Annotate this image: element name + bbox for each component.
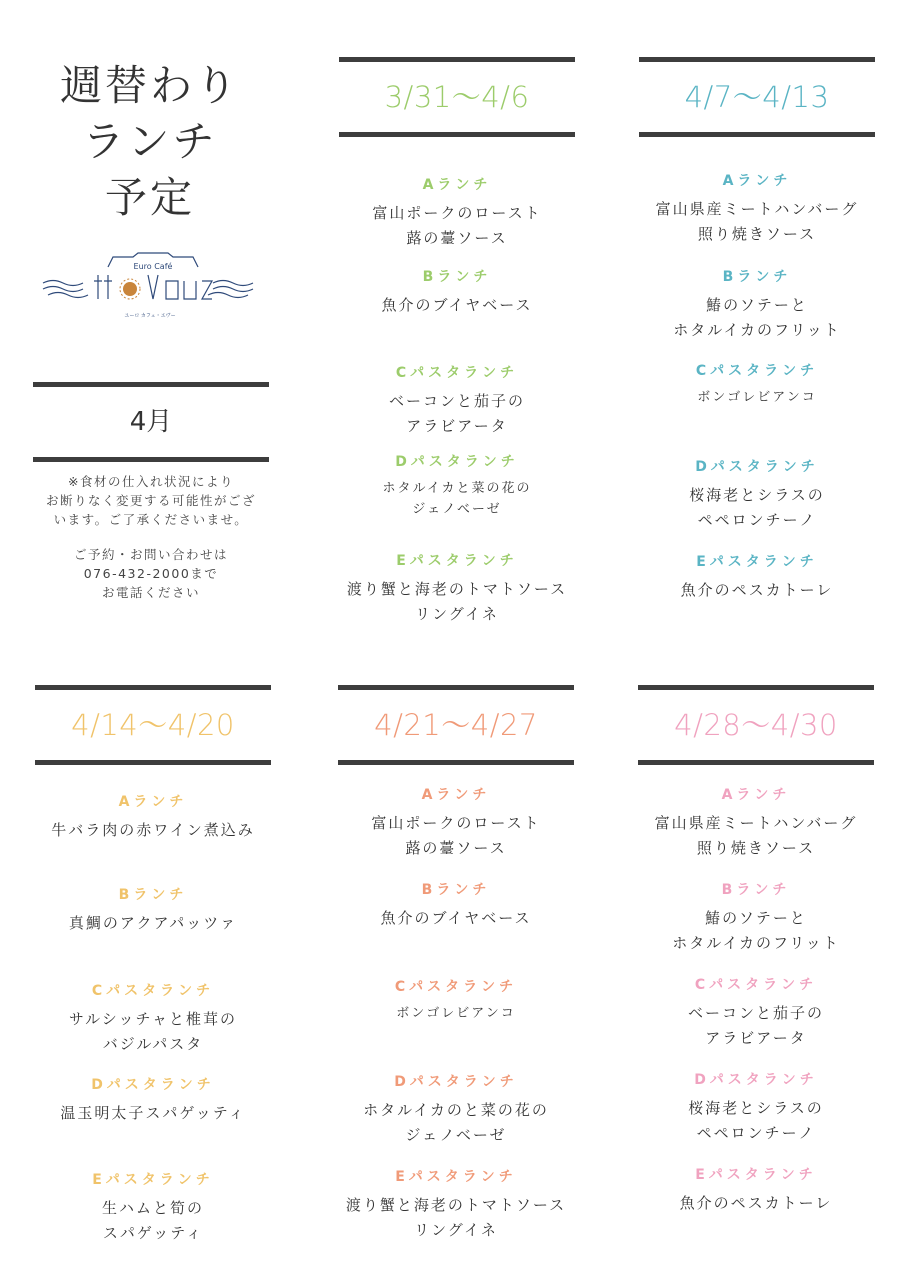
menu-item-name: ボンゴレビアンコ: [396, 1006, 516, 1021]
menu-item-name: 温玉明太子スパゲッティ: [60, 1104, 246, 1122]
menu-item: [339, 175, 575, 251]
menu-item: [638, 1070, 874, 1146]
menu-item-label: Cパスタランチ: [694, 977, 818, 993]
menu-item-name: ホタルイカと菜の花の ジェノベーゼ: [382, 481, 532, 517]
menu-item: [338, 1072, 574, 1148]
menu-item-name: ボンゴレビアンコ: [697, 390, 817, 405]
week-column: [35, 685, 271, 1285]
menu-item-label: Cパスタランチ: [394, 979, 518, 995]
menu-item-name: 富山ポークのロースト 蕗の薹ソース: [371, 814, 541, 857]
menu-item-name: ベーコンと茄子の アラビアータ: [388, 392, 525, 435]
menu-item-name: 富山県産ミートハンバーグ 照り焼きソース: [654, 814, 858, 857]
menu-item-name: 鰆のソテーと ホタルイカのフリット: [672, 909, 840, 952]
menu-item-label: Bランチ: [722, 269, 792, 285]
menu-item-label: Aランチ: [422, 177, 492, 193]
menu-item-name: 生ハムと筍の スパゲッティ: [101, 1199, 204, 1242]
week-date-range: 3/31～4/6: [384, 80, 530, 114]
menu-item-name: 桜海老とシラスの ペペロンチーノ: [689, 486, 825, 529]
week-date-range: 4/28～4/30: [674, 708, 838, 742]
menu-item: [638, 975, 874, 1051]
menu-item: [35, 1170, 271, 1246]
menu-item: [338, 880, 574, 931]
page-title: 週替わり ランチ 予定: [59, 61, 240, 222]
menu-item: [35, 1075, 271, 1126]
euro-cafe-et-vous-logo: [38, 245, 263, 325]
month-box: [33, 382, 269, 462]
week-column: [638, 685, 874, 1285]
menu-item-name: 魚介のブイヤベース: [380, 909, 532, 927]
menu-item-label: Aランチ: [721, 787, 791, 803]
menu-item-name: 魚介のペスカトーレ: [680, 581, 834, 599]
menu-item: [639, 267, 875, 343]
menu-item: [638, 785, 874, 861]
menu-item: [338, 785, 574, 861]
menu-item: [35, 981, 271, 1057]
menu-item-name: サルシッチャと椎茸の バジルパスタ: [68, 1010, 238, 1053]
menu-item: [639, 361, 875, 408]
menu-item-label: Dパスタランチ: [695, 459, 819, 475]
menu-item-label: Cパスタランチ: [91, 983, 215, 999]
menu-item-name: 鰆のソテーと ホタルイカのフリット: [673, 296, 841, 339]
menu-item: [638, 880, 874, 956]
menu-item: [639, 552, 875, 603]
menu-item-label: Dパスタランチ: [694, 1072, 818, 1088]
divider: [338, 760, 574, 765]
menu-item-name: 魚介のペスカトーレ: [679, 1194, 833, 1212]
menu-item-label: Eパスタランチ: [696, 554, 818, 570]
notice-contact: ご予約・お問い合わせは 076-432-2000まで お電話ください: [73, 547, 228, 600]
menu-item: [35, 885, 271, 936]
week-date-range: 4/14～4/20: [71, 708, 235, 742]
menu-item-label: Eパスタランチ: [695, 1167, 817, 1183]
divider: [638, 760, 874, 765]
week-column: [339, 57, 575, 657]
menu-item: [338, 977, 574, 1024]
divider: [339, 132, 575, 137]
menu-item: [339, 363, 575, 439]
menu-item: [639, 171, 875, 247]
menu-item-label: Eパスタランチ: [396, 553, 518, 569]
divider: [33, 457, 269, 462]
menu-item-name: 富山県産ミートハンバーグ 照り焼きソース: [655, 200, 859, 243]
menu-item-label: Aランチ: [118, 794, 188, 810]
menu-item-label: Bランチ: [422, 269, 492, 285]
notice-caveat: ※食材の仕入れ状況により お断りなく変更する可能性がござ います。ご了承くださいませ。: [45, 474, 256, 527]
menu-item-name: ホタルイカのと菜の花の ジェノベーゼ: [363, 1101, 549, 1144]
menu-item-label: Bランチ: [721, 882, 791, 898]
week-column: [639, 57, 875, 657]
month-label: 4月: [129, 407, 173, 437]
menu-item-label: Dパスタランチ: [394, 1074, 518, 1090]
menu-item-label: Cパスタランチ: [395, 365, 519, 381]
menu-item-label: Bランチ: [118, 887, 188, 903]
menu-item-name: 渡り蟹と海老のトマトソース リングイネ: [345, 1196, 567, 1239]
menu-item-name: 桜海老とシラスの ペペロンチーノ: [688, 1099, 824, 1142]
divider: [639, 132, 875, 137]
menu-item-label: Eパスタランチ: [395, 1169, 517, 1185]
menu-item-label: Aランチ: [722, 173, 792, 189]
week-date-range: 4/7～4/13: [684, 80, 830, 114]
menu-item-label: Aランチ: [421, 787, 491, 803]
svg-text:Euro Café: Euro Café: [133, 262, 173, 271]
week-column: [338, 685, 574, 1285]
menu-item: [339, 551, 575, 627]
divider: [35, 760, 271, 765]
svg-text:ユーロ カフェ・エヴー: ユーロ カフェ・エヴー: [124, 313, 176, 319]
menu-item: [339, 267, 575, 318]
menu-item-label: Dパスタランチ: [91, 1077, 215, 1093]
menu-item-label: Dパスタランチ: [395, 454, 519, 470]
menu-item: [339, 452, 575, 520]
menu-item: [638, 1165, 874, 1216]
menu-item-name: 渡り蟹と海老のトマトソース リングイネ: [346, 580, 568, 623]
menu-item: [338, 1167, 574, 1243]
menu-item-label: Cパスタランチ: [695, 363, 819, 379]
menu-item-name: 牛バラ肉の赤ワイン煮込み: [51, 821, 255, 839]
menu-item-label: Eパスタランチ: [92, 1172, 214, 1188]
week-date-range: 4/21～4/27: [374, 708, 538, 742]
menu-item-label: Bランチ: [421, 882, 491, 898]
menu-item-name: 真鯛のアクアパッツァ: [68, 914, 238, 932]
menu-item-name: 魚介のブイヤベース: [381, 296, 533, 314]
notice: [33, 472, 269, 618]
menu-item-name: 富山ポークのロースト 蕗の薹ソース: [372, 204, 542, 247]
menu-item: [35, 792, 271, 843]
menu-item-name: ベーコンと茄子の アラビアータ: [687, 1004, 824, 1047]
menu-item: [639, 457, 875, 533]
